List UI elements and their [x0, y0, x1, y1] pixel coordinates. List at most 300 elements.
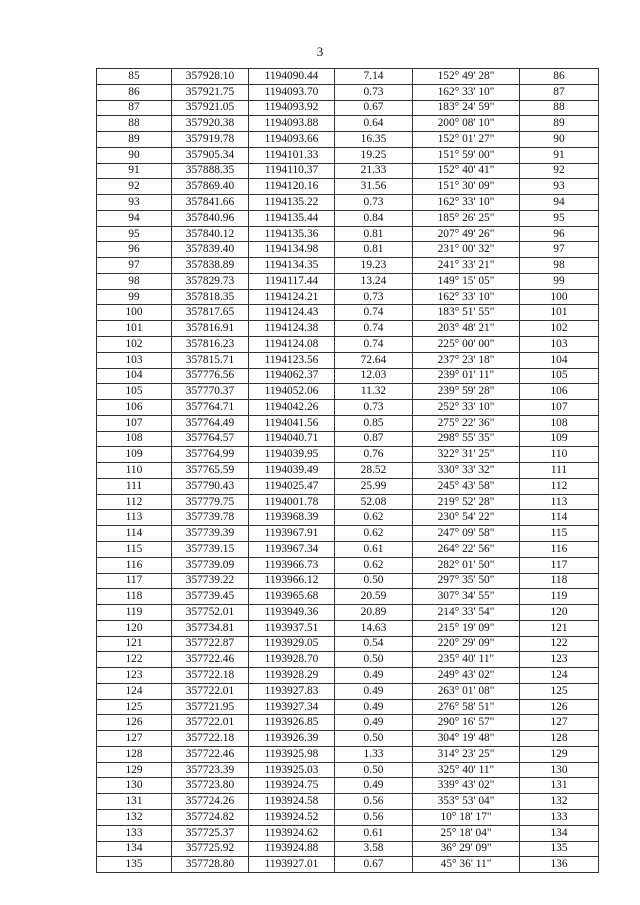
cell-bearing: 152° 40' 41": [413, 163, 520, 179]
table-row: [97, 163, 599, 179]
table-row: [97, 809, 599, 825]
cell-point-from: 116: [97, 557, 172, 573]
cell-point-from: 104: [97, 368, 172, 384]
cell-bearing: 325° 40' 11": [413, 762, 520, 778]
cell-distance: 0.49: [335, 683, 413, 699]
cell-coord-x: 357722.01: [172, 715, 249, 731]
cell-coord-y: 1193924.52: [249, 809, 335, 825]
cell-point-to: 121: [520, 620, 599, 636]
cell-coord-y: 1193924.88: [249, 841, 335, 857]
cell-point-to: 100: [520, 289, 599, 305]
table-row: [97, 100, 599, 116]
cell-coord-x: 357764.57: [172, 431, 249, 447]
cell-point-from: 85: [97, 69, 172, 85]
cell-bearing: 231° 00' 32": [413, 242, 520, 258]
cell-coord-x: 357829.73: [172, 273, 249, 289]
cell-distance: 0.74: [335, 321, 413, 337]
cell-bearing: 151° 30' 09": [413, 179, 520, 195]
cell-bearing: 149° 15' 05": [413, 273, 520, 289]
cell-coord-x: 357919.78: [172, 132, 249, 148]
cell-point-to: 106: [520, 384, 599, 400]
cell-coord-y: 1194134.35: [249, 258, 335, 274]
cell-bearing: 151° 59' 00": [413, 147, 520, 163]
cell-point-from: 134: [97, 841, 172, 857]
cell-point-from: 113: [97, 510, 172, 526]
cell-point-to: 111: [520, 463, 599, 479]
cell-point-to: 97: [520, 242, 599, 258]
table-row: [97, 463, 599, 479]
cell-coord-x: 357764.49: [172, 415, 249, 431]
cell-coord-y: 1193937.51: [249, 620, 335, 636]
cell-point-from: 127: [97, 731, 172, 747]
cell-coord-y: 1194134.98: [249, 242, 335, 258]
cell-point-from: 115: [97, 541, 172, 557]
cell-coord-x: 357734.81: [172, 620, 249, 636]
table-row: [97, 273, 599, 289]
cell-bearing: 339° 43' 02": [413, 778, 520, 794]
cell-bearing: 200° 08' 10": [413, 116, 520, 132]
cell-point-to: 120: [520, 605, 599, 621]
cell-point-from: 133: [97, 825, 172, 841]
cell-distance: 14.63: [335, 620, 413, 636]
table-row: [97, 510, 599, 526]
cell-coord-y: 1194117.44: [249, 273, 335, 289]
table-row: [97, 179, 599, 195]
cell-coord-y: 1193926.85: [249, 715, 335, 731]
cell-point-from: 111: [97, 478, 172, 494]
cell-coord-x: 357920.38: [172, 116, 249, 132]
cell-coord-x: 357739.09: [172, 557, 249, 573]
table-row: [97, 400, 599, 416]
cell-bearing: 263° 01' 08": [413, 683, 520, 699]
table-row: [97, 683, 599, 699]
cell-coord-x: 357841.66: [172, 195, 249, 211]
cell-bearing: 10° 18' 17": [413, 809, 520, 825]
table-row: [97, 526, 599, 542]
cell-distance: 0.49: [335, 699, 413, 715]
cell-point-to: 125: [520, 683, 599, 699]
table-row: [97, 794, 599, 810]
cell-point-to: 98: [520, 258, 599, 274]
cell-point-to: 93: [520, 179, 599, 195]
cell-distance: 0.81: [335, 242, 413, 258]
cell-bearing: 235° 40' 11": [413, 652, 520, 668]
cell-coord-x: 357779.75: [172, 494, 249, 510]
cell-distance: 11.32: [335, 384, 413, 400]
cell-point-from: 110: [97, 463, 172, 479]
table-row: [97, 352, 599, 368]
cell-point-to: 86: [520, 69, 599, 85]
cell-coord-x: 357818.35: [172, 289, 249, 305]
table-row: [97, 447, 599, 463]
cell-bearing: 214° 33' 54": [413, 605, 520, 621]
cell-coord-y: 1193966.12: [249, 573, 335, 589]
cell-distance: 1.33: [335, 746, 413, 762]
cell-distance: 0.67: [335, 857, 413, 873]
table-row: [97, 69, 599, 85]
cell-bearing: 290° 16' 57": [413, 715, 520, 731]
table-row: [97, 841, 599, 857]
cell-point-to: 108: [520, 415, 599, 431]
cell-coord-y: 1193927.34: [249, 699, 335, 715]
cell-point-from: 97: [97, 258, 172, 274]
cell-coord-y: 1194042.26: [249, 400, 335, 416]
cell-point-from: 117: [97, 573, 172, 589]
cell-point-from: 100: [97, 305, 172, 321]
cell-coord-y: 1194001.78: [249, 494, 335, 510]
cell-point-from: 95: [97, 226, 172, 242]
cell-point-to: 132: [520, 794, 599, 810]
cell-point-from: 114: [97, 526, 172, 542]
cell-coord-x: 357816.91: [172, 321, 249, 337]
cell-point-to: 105: [520, 368, 599, 384]
cell-point-from: 129: [97, 762, 172, 778]
cell-bearing: 237° 23' 18": [413, 352, 520, 368]
cell-coord-x: 357724.82: [172, 809, 249, 825]
cell-coord-x: 357722.18: [172, 668, 249, 684]
cell-coord-x: 357816.23: [172, 337, 249, 353]
cell-coord-x: 357725.37: [172, 825, 249, 841]
table-row: [97, 589, 599, 605]
cell-point-from: 124: [97, 683, 172, 699]
cell-point-from: 107: [97, 415, 172, 431]
cell-coord-x: 357725.92: [172, 841, 249, 857]
cell-coord-y: 1194052.06: [249, 384, 335, 400]
cell-point-to: 115: [520, 526, 599, 542]
cell-point-to: 130: [520, 762, 599, 778]
cell-point-from: 122: [97, 652, 172, 668]
cell-distance: 21.33: [335, 163, 413, 179]
cell-coord-y: 1194040.71: [249, 431, 335, 447]
cell-coord-y: 1193924.62: [249, 825, 335, 841]
cell-bearing: 45° 36' 11": [413, 857, 520, 873]
cell-bearing: 225° 00' 00": [413, 337, 520, 353]
cell-coord-y: 1193925.98: [249, 746, 335, 762]
cell-distance: 31.56: [335, 179, 413, 195]
cell-distance: 0.56: [335, 809, 413, 825]
cell-coord-x: 357839.40: [172, 242, 249, 258]
cell-distance: 0.49: [335, 715, 413, 731]
cell-distance: 0.67: [335, 100, 413, 116]
cell-point-to: 116: [520, 541, 599, 557]
cell-distance: 20.59: [335, 589, 413, 605]
cell-distance: 0.73: [335, 289, 413, 305]
cell-bearing: 353° 53' 04": [413, 794, 520, 810]
cell-distance: 0.64: [335, 116, 413, 132]
cell-coord-y: 1194124.38: [249, 321, 335, 337]
cell-coord-y: 1194101.33: [249, 147, 335, 163]
cell-point-from: 126: [97, 715, 172, 731]
cell-point-from: 120: [97, 620, 172, 636]
cell-bearing: 276° 58' 51": [413, 699, 520, 715]
cell-coord-y: 1194093.92: [249, 100, 335, 116]
table-row: [97, 746, 599, 762]
cell-bearing: 230° 54' 22": [413, 510, 520, 526]
table-row: [97, 605, 599, 621]
cell-distance: 72.64: [335, 352, 413, 368]
cell-coord-x: 357764.99: [172, 447, 249, 463]
cell-point-from: 130: [97, 778, 172, 794]
cell-bearing: 207° 49' 26": [413, 226, 520, 242]
cell-point-to: 126: [520, 699, 599, 715]
cell-point-from: 98: [97, 273, 172, 289]
cell-distance: 28.52: [335, 463, 413, 479]
cell-point-to: 117: [520, 557, 599, 573]
table-row: [97, 415, 599, 431]
cell-coord-y: 1194093.88: [249, 116, 335, 132]
cell-coord-y: 1193967.34: [249, 541, 335, 557]
coordinates-table-body: [97, 69, 599, 873]
cell-distance: 19.23: [335, 258, 413, 274]
cell-coord-y: 1193926.39: [249, 731, 335, 747]
cell-distance: 0.76: [335, 447, 413, 463]
table-row: [97, 289, 599, 305]
cell-point-to: 133: [520, 809, 599, 825]
cell-coord-x: 357840.12: [172, 226, 249, 242]
cell-point-to: 94: [520, 195, 599, 211]
cell-coord-y: 1193927.83: [249, 683, 335, 699]
cell-bearing: 25° 18' 04": [413, 825, 520, 841]
cell-distance: 0.74: [335, 337, 413, 353]
table-row: [97, 557, 599, 573]
cell-distance: 0.62: [335, 510, 413, 526]
cell-coord-y: 1194135.22: [249, 195, 335, 211]
cell-coord-x: 357728.80: [172, 857, 249, 873]
cell-bearing: 185° 26' 25": [413, 210, 520, 226]
cell-distance: 7.14: [335, 69, 413, 85]
cell-point-from: 99: [97, 289, 172, 305]
table-row: [97, 132, 599, 148]
cell-point-to: 91: [520, 147, 599, 163]
cell-point-from: 125: [97, 699, 172, 715]
cell-bearing: 239° 59' 28": [413, 384, 520, 400]
cell-distance: 0.54: [335, 636, 413, 652]
cell-point-to: 118: [520, 573, 599, 589]
cell-point-from: 96: [97, 242, 172, 258]
cell-bearing: 219° 52' 28": [413, 494, 520, 510]
cell-bearing: 298° 55' 35": [413, 431, 520, 447]
table-row: [97, 715, 599, 731]
cell-point-to: 107: [520, 400, 599, 416]
cell-distance: 20.89: [335, 605, 413, 621]
cell-bearing: 307° 34' 55": [413, 589, 520, 605]
cell-point-from: 118: [97, 589, 172, 605]
cell-coord-y: 1194135.36: [249, 226, 335, 242]
cell-coord-y: 1194124.08: [249, 337, 335, 353]
cell-bearing: 247° 09' 58": [413, 526, 520, 542]
cell-coord-x: 357722.87: [172, 636, 249, 652]
cell-coord-x: 357722.46: [172, 652, 249, 668]
cell-bearing: 220° 29' 09": [413, 636, 520, 652]
cell-point-to: 112: [520, 478, 599, 494]
table-row: [97, 652, 599, 668]
cell-coord-y: 1193965.68: [249, 589, 335, 605]
cell-bearing: 322° 31' 25": [413, 447, 520, 463]
cell-point-from: 135: [97, 857, 172, 873]
cell-coord-y: 1193929.05: [249, 636, 335, 652]
cell-bearing: 275° 22' 36": [413, 415, 520, 431]
cell-coord-x: 357838.89: [172, 258, 249, 274]
cell-point-from: 121: [97, 636, 172, 652]
cell-point-to: 103: [520, 337, 599, 353]
cell-coord-y: 1194041.56: [249, 415, 335, 431]
cell-point-from: 108: [97, 431, 172, 447]
table-row: [97, 321, 599, 337]
cell-coord-x: 357724.26: [172, 794, 249, 810]
cell-point-to: 129: [520, 746, 599, 762]
cell-point-from: 131: [97, 794, 172, 810]
cell-distance: 0.74: [335, 305, 413, 321]
cell-distance: 0.50: [335, 573, 413, 589]
cell-distance: 0.49: [335, 778, 413, 794]
cell-point-to: 92: [520, 163, 599, 179]
cell-point-from: 132: [97, 809, 172, 825]
cell-point-to: 136: [520, 857, 599, 873]
cell-distance: 0.50: [335, 731, 413, 747]
cell-coord-x: 357722.18: [172, 731, 249, 747]
table-row: [97, 258, 599, 274]
table-row: [97, 762, 599, 778]
cell-coord-x: 357739.39: [172, 526, 249, 542]
cell-point-from: 105: [97, 384, 172, 400]
cell-bearing: 264° 22' 56": [413, 541, 520, 557]
cell-bearing: 162° 33' 10": [413, 289, 520, 305]
cell-distance: 0.73: [335, 84, 413, 100]
cell-coord-y: 1193927.01: [249, 857, 335, 873]
cell-coord-y: 1193967.91: [249, 526, 335, 542]
cell-distance: 0.61: [335, 541, 413, 557]
cell-coord-y: 1194123.56: [249, 352, 335, 368]
cell-distance: 0.56: [335, 794, 413, 810]
cell-point-from: 93: [97, 195, 172, 211]
cell-point-to: 89: [520, 116, 599, 132]
cell-point-from: 86: [97, 84, 172, 100]
cell-coord-x: 357921.75: [172, 84, 249, 100]
table-row: [97, 242, 599, 258]
cell-point-to: 102: [520, 321, 599, 337]
cell-coord-x: 357739.45: [172, 589, 249, 605]
cell-coord-y: 1193928.70: [249, 652, 335, 668]
cell-point-from: 102: [97, 337, 172, 353]
cell-bearing: 36° 29' 09": [413, 841, 520, 857]
cell-coord-x: 357722.01: [172, 683, 249, 699]
cell-distance: 0.50: [335, 762, 413, 778]
cell-coord-y: 1194093.70: [249, 84, 335, 100]
cell-distance: 0.50: [335, 652, 413, 668]
table-row: [97, 478, 599, 494]
cell-point-to: 122: [520, 636, 599, 652]
table-row: [97, 857, 599, 873]
cell-distance: 16.35: [335, 132, 413, 148]
cell-coord-x: 357869.40: [172, 179, 249, 195]
cell-point-to: 101: [520, 305, 599, 321]
cell-coord-x: 357764.71: [172, 400, 249, 416]
cell-point-to: 128: [520, 731, 599, 747]
cell-coord-x: 357921.05: [172, 100, 249, 116]
cell-bearing: 252° 33' 10": [413, 400, 520, 416]
cell-coord-x: 357776.56: [172, 368, 249, 384]
cell-coord-x: 357888.35: [172, 163, 249, 179]
table-row: [97, 825, 599, 841]
cell-coord-y: 1194039.49: [249, 463, 335, 479]
cell-point-from: 92: [97, 179, 172, 195]
cell-bearing: 314° 23' 25": [413, 746, 520, 762]
cell-point-from: 89: [97, 132, 172, 148]
cell-point-from: 101: [97, 321, 172, 337]
table-row: [97, 778, 599, 794]
cell-point-to: 95: [520, 210, 599, 226]
cell-bearing: 249° 43' 02": [413, 668, 520, 684]
cell-coord-x: 357928.10: [172, 69, 249, 85]
cell-point-to: 135: [520, 841, 599, 857]
cell-distance: 0.84: [335, 210, 413, 226]
cell-coord-x: 357840.96: [172, 210, 249, 226]
table-row: [97, 226, 599, 242]
cell-coord-x: 357815.71: [172, 352, 249, 368]
cell-point-from: 91: [97, 163, 172, 179]
cell-bearing: 162° 33' 10": [413, 195, 520, 211]
cell-point-to: 124: [520, 668, 599, 684]
cell-coord-x: 357905.34: [172, 147, 249, 163]
table-row: [97, 384, 599, 400]
cell-point-from: 123: [97, 668, 172, 684]
cell-point-to: 119: [520, 589, 599, 605]
table-row: [97, 668, 599, 684]
cell-distance: 0.62: [335, 526, 413, 542]
cell-bearing: 183° 24' 59": [413, 100, 520, 116]
cell-point-to: 99: [520, 273, 599, 289]
cell-point-to: 90: [520, 132, 599, 148]
cell-distance: 3.58: [335, 841, 413, 857]
cell-coord-y: 1194124.21: [249, 289, 335, 305]
cell-point-from: 128: [97, 746, 172, 762]
cell-coord-y: 1194120.16: [249, 179, 335, 195]
cell-point-to: 134: [520, 825, 599, 841]
cell-point-from: 112: [97, 494, 172, 510]
table-row: [97, 305, 599, 321]
cell-distance: 0.62: [335, 557, 413, 573]
cell-coord-x: 357752.01: [172, 605, 249, 621]
cell-coord-x: 357765.59: [172, 463, 249, 479]
cell-bearing: 297° 35' 50": [413, 573, 520, 589]
table-row: [97, 636, 599, 652]
cell-distance: 25.99: [335, 478, 413, 494]
cell-distance: 19.25: [335, 147, 413, 163]
cell-bearing: 282° 01' 50": [413, 557, 520, 573]
cell-point-to: 131: [520, 778, 599, 794]
cell-point-from: 88: [97, 116, 172, 132]
table-row: [97, 494, 599, 510]
cell-coord-x: 357722.46: [172, 746, 249, 762]
cell-point-from: 90: [97, 147, 172, 163]
cell-coord-y: 1193924.75: [249, 778, 335, 794]
cell-distance: 0.73: [335, 400, 413, 416]
cell-point-to: 88: [520, 100, 599, 116]
cell-coord-y: 1193968.39: [249, 510, 335, 526]
cell-coord-x: 357721.95: [172, 699, 249, 715]
cell-bearing: 152° 01' 27": [413, 132, 520, 148]
cell-bearing: 215° 19' 09": [413, 620, 520, 636]
table-row: [97, 337, 599, 353]
cell-coord-y: 1194135.44: [249, 210, 335, 226]
cell-point-to: 114: [520, 510, 599, 526]
cell-point-from: 103: [97, 352, 172, 368]
table-row: [97, 699, 599, 715]
cell-point-from: 94: [97, 210, 172, 226]
cell-distance: 0.73: [335, 195, 413, 211]
table-row: [97, 368, 599, 384]
cell-coord-x: 357739.15: [172, 541, 249, 557]
